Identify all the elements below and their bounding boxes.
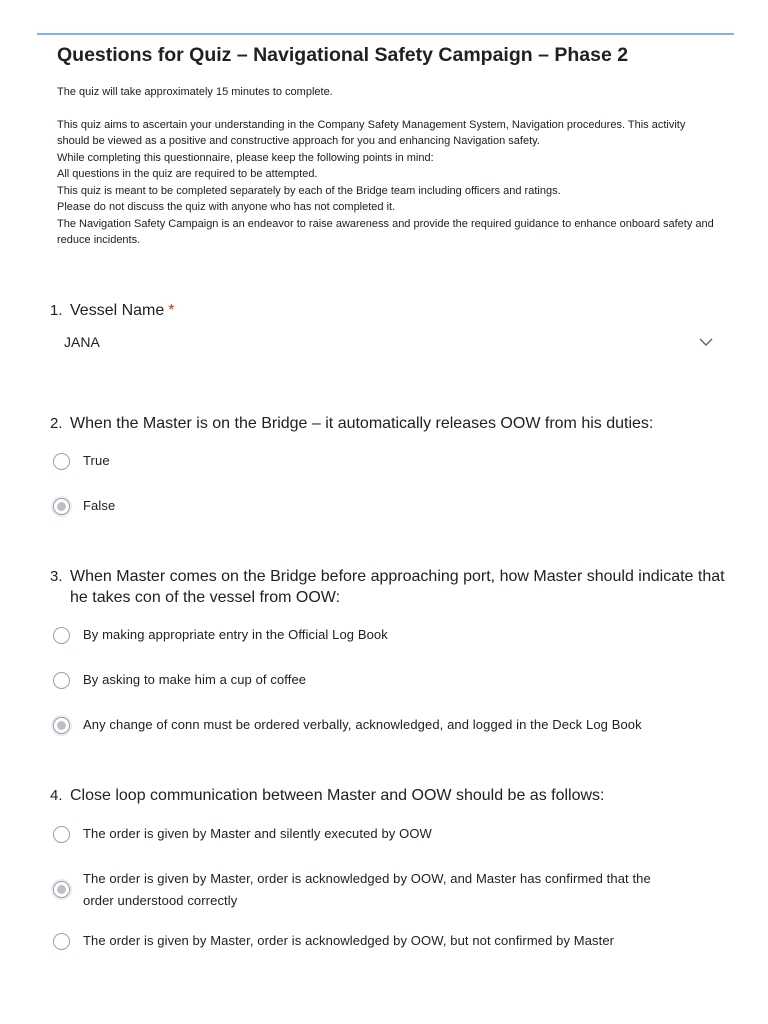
- question-number: 1.: [50, 302, 63, 319]
- option-label: By making appropriate entry in the Official Log Book: [83, 627, 388, 642]
- header-accent-bar: [37, 33, 734, 35]
- vessel-name-dropdown[interactable]: [64, 330, 714, 354]
- option-label: Any change of conn must be ordered verbally, acknowledged, and logged in the Deck Log Book: [83, 717, 642, 732]
- question-number: 2.: [50, 415, 63, 432]
- radio-button-selected[interactable]: [53, 498, 70, 515]
- radio-option[interactable]: [53, 826, 703, 845]
- quiz-header: [57, 42, 717, 249]
- option-label: True: [83, 453, 110, 468]
- intro-line: While completing this questionnaire, please keep the following points in mind:: [57, 151, 434, 164]
- intro-duration: The quiz will take approximately 15 minutes to complete.: [57, 86, 333, 98]
- radio-option[interactable]: [53, 933, 703, 952]
- radio-button[interactable]: [53, 933, 70, 950]
- question-text: Vessel Name: [70, 302, 165, 319]
- radio-option[interactable]: [53, 498, 703, 517]
- radio-option[interactable]: [53, 672, 703, 691]
- intro-line: Please do not discuss the quiz with anyone who has not completed it.: [57, 201, 396, 213]
- radio-option[interactable]: [53, 453, 703, 472]
- radio-button-selected[interactable]: [53, 881, 70, 898]
- question-4: [50, 785, 730, 965]
- radio-option[interactable]: [53, 627, 703, 646]
- page-title: Questions for Quiz – Navigational Safety Campaign – Phase 2: [57, 44, 629, 66]
- radio-button[interactable]: [53, 826, 70, 843]
- radio-button[interactable]: [53, 627, 70, 644]
- question-1: [50, 300, 730, 350]
- question-3: [50, 566, 730, 746]
- intro-line: The Navigation Safety Campaign is an endeavor to raise awareness and provide the required guidance to enhance onboard safety and reduce incidents.: [57, 217, 714, 246]
- radio-option[interactable]: [53, 717, 703, 736]
- option-label: By asking to make him a cup of coffee: [83, 672, 307, 687]
- intro-line: This quiz aims to ascertain your understanding in the Company Safety Management System, Navigation procedures. This activity should be viewed as a positive and constructive approach for you and enhancing Navigation safety.: [57, 118, 686, 147]
- question-2: [50, 413, 730, 523]
- option-label: The order is given by Master, order is acknowledged by OOW, but not confirmed by Master: [83, 933, 615, 948]
- question-number: 3.: [50, 568, 63, 585]
- question-text: When the Master is on the Bridge – it automatically releases OOW from his duties:: [70, 415, 654, 432]
- question-text: Close loop communication between Master and OOW should be as follows:: [70, 787, 605, 804]
- option-label: The order is given by Master, order is acknowledged by OOW, and Master has confirmed that the order understood correctly: [83, 871, 651, 908]
- quiz-description: [57, 84, 717, 249]
- dropdown-selected-value: JANA: [64, 334, 100, 350]
- required-asterisk: *: [168, 302, 175, 319]
- question-text: When Master comes on the Bridge before approaching port, how Master should indicate that he takes con of the vessel from OOW:: [70, 568, 725, 606]
- chevron-down-icon: [698, 334, 714, 350]
- intro-line: All questions in the quiz are required to be attempted.: [57, 168, 318, 180]
- radio-button[interactable]: [53, 672, 70, 689]
- option-label: The order is given by Master and silently executed by OOW: [83, 826, 432, 841]
- radio-option[interactable]: [53, 871, 663, 912]
- question-number: 4.: [50, 787, 63, 804]
- option-label: False: [83, 498, 116, 513]
- radio-button[interactable]: [53, 453, 70, 470]
- radio-button-selected[interactable]: [53, 717, 70, 734]
- intro-line: This quiz is meant to be completed separately by each of the Bridge team including officers and ratings.: [57, 184, 561, 197]
